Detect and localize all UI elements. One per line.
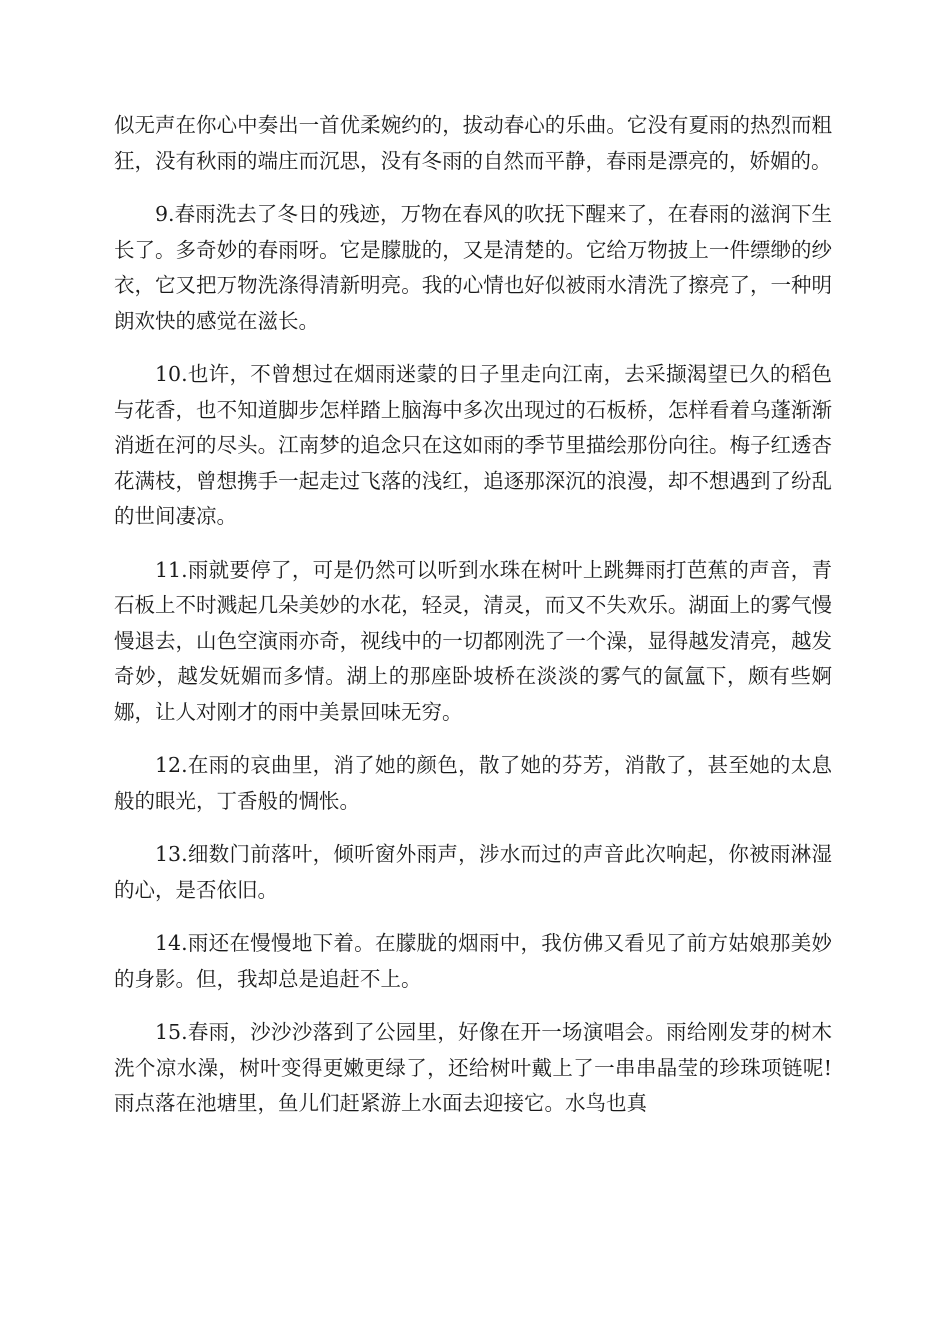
paragraph-9: 9.春雨洗去了冬日的残迹，万物在春风的吹抚下醒来了，在春雨的滋润下生长了。多奇妙的春雨呀。它是朦胧的，又是清楚的。它给万物披上一件缥缈的纱衣，它又把万物洗涤得清新明亮。我的心情也好似被雨水清洗了擦亮了，一种明朗欢快的感觉在滋长。 [114,202,832,333]
paragraph-15: 15.春雨，沙沙沙落到了公园里，好像在开一场演唱会。雨给刚发芽的树木洗个凉水澡，树叶变得更嫩更绿了，还给树叶戴上了一串串晶莹的珍珠项链呢!雨点落在池塘里，鱼儿们赶紧游上水面去迎接它。水鸟也真 [114,1020,832,1115]
paragraph-10: 10.也许，不曾想过在烟雨迷蒙的日子里走向江南，去采撷渴望已久的稻色与花香，也不知道脚步怎样踏上脑海中多次出现过的石板桥，怎样看着乌蓬渐渐消逝在河的尽头。江南梦的追念只在这如雨的季节里描绘那份向往。梅子红透杏花满枝，曾想携手一起走过飞落的浅红，追逐那深沉的浪漫，却不想遇到了纷乱的世间凄凉。 [114,362,832,528]
paragraph-12: 12.在雨的哀曲里，消了她的颜色，散了她的芬芳，消散了，甚至她的太息般的眼光，丁香般的惆怅。 [114,753,832,813]
document-page [114,108,832,1140]
paragraph-continued: 似无声在你心中奏出一首优柔婉约的，拔动春心的乐曲。它没有夏雨的热烈而粗狂，没有秋雨的端庄而沉思，没有冬雨的自然而平静，春雨是漂亮的，娇媚的。 [114,113,832,173]
paragraph-13: 13.细数门前落叶，倾听窗外雨声，涉水而过的声音此次响起，你被雨淋湿的心，是否依旧。 [114,842,832,902]
paragraph-14: 14.雨还在慢慢地下着。在朦胧的烟雨中，我仿佛又看见了前方姑娘那美妙的身影。但，我却总是追赶不上。 [114,931,832,991]
paragraph-11: 11.雨就要停了，可是仍然可以听到水珠在树叶上跳舞雨打芭蕉的声音，青石板上不时溅起几朵美妙的水花，轻灵，清灵，而又不失欢乐。湖面上的雾气慢慢退去，山色空演雨亦奇，视线中的一切都刚洗了一个澡，显得越发清亮，越发奇妙，越发妩媚而多情。湖上的那座卧坡桥在淡淡的雾气的氤氲下，颇有些婀娜，让人对刚才的雨中美景回味无穷。 [114,557,832,724]
